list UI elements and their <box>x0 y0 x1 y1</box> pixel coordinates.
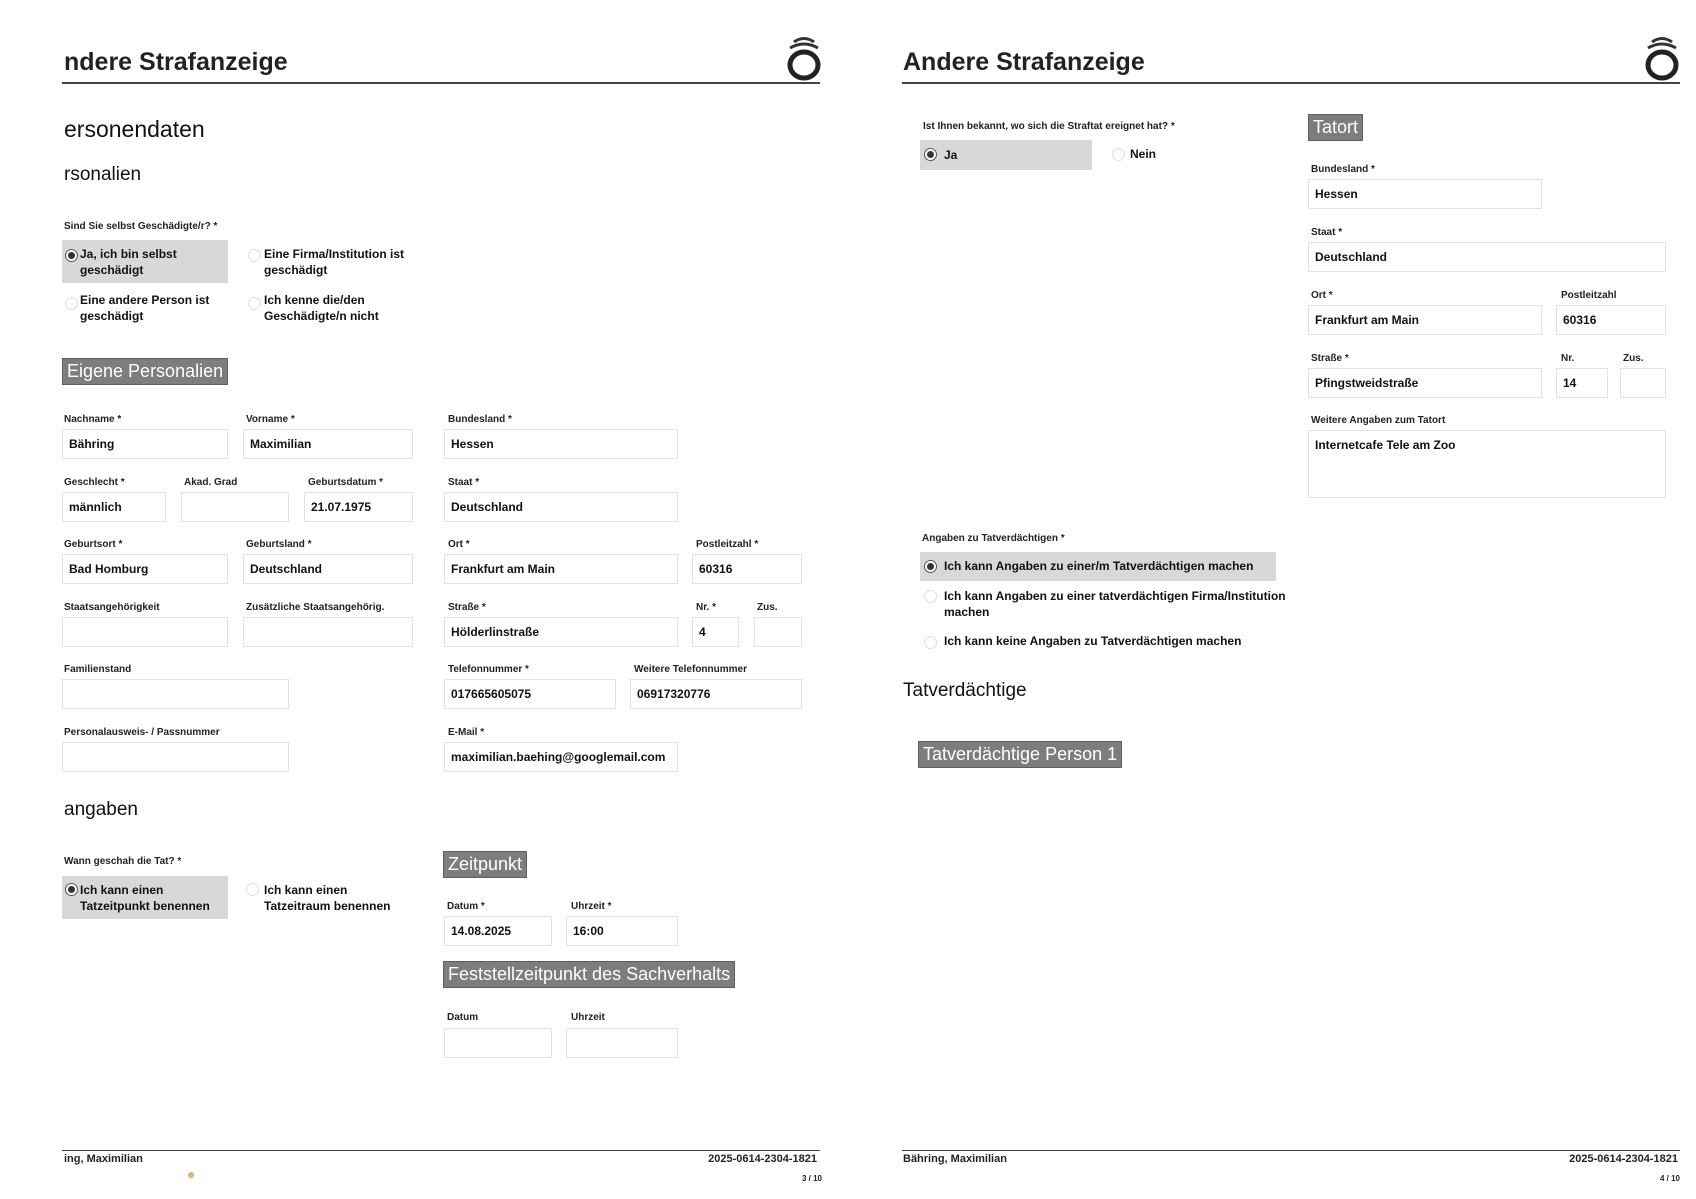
option-label: Ich kann <box>944 634 997 648</box>
label-geschlecht: Geschlecht * <box>64 477 125 488</box>
option-label: Ja <box>944 148 958 162</box>
radio-unselected-icon <box>248 297 261 310</box>
geburtsland-field[interactable]: Deutschland <box>243 554 413 584</box>
akad-grad-field[interactable] <box>181 492 289 522</box>
question-geschaedigt: Sind Sie selbst Geschädigte/r? * <box>64 221 218 232</box>
postleitzahl-field[interactable]: 60316 <box>692 554 802 584</box>
tatort-staat-field[interactable]: Deutschland <box>1308 242 1666 272</box>
label-nr: Nr. * <box>696 602 717 613</box>
footer-divider <box>902 1150 1680 1151</box>
page-number: 3 / 10 <box>801 1174 822 1183</box>
tatort-ort-field[interactable]: Frankfurt am Main <box>1308 305 1542 335</box>
section-bar-eigene-personalien: Eigene Personalien <box>62 358 228 385</box>
option-label: machen <box>944 605 990 619</box>
label-ort: Ort * <box>1311 290 1333 301</box>
option-ja-selbst-geschaedigt[interactable] <box>62 240 228 283</box>
radio-unselected-icon <box>1112 148 1125 161</box>
label-weitere-angaben-tatort: Weitere Angaben zum Tatort <box>1311 415 1446 426</box>
section-bar-tatverdaechtige-person-1: Tatverdächtige Person 1 <box>918 741 1122 768</box>
label-uhrzeit-feststellung: Uhrzeit <box>571 1012 605 1023</box>
option-label: Ich kann Angaben zu einer <box>944 589 1099 603</box>
option-tatort-nein[interactable] <box>1110 140 1200 170</box>
option-label: Ich kann einen <box>264 883 348 897</box>
label-staat: Staat * <box>1311 227 1343 238</box>
option-label: geschädigt <box>80 309 144 323</box>
option-label-emphasis: Tatverdächtigen <box>1112 559 1205 573</box>
datum-field[interactable]: 14.08.2025 <box>444 916 552 946</box>
option-label: machen <box>1204 559 1254 573</box>
option-label: Tatzeitraum benennen <box>264 899 391 913</box>
header-divider <box>62 82 820 84</box>
hausnummer-field[interactable]: 4 <box>692 617 739 647</box>
option-tatverdaechtige-firma[interactable] <box>920 586 1290 626</box>
police-logo-icon <box>1640 32 1684 82</box>
geburtsdatum-field[interactable]: 21.07.1975 <box>304 492 413 522</box>
ausweisnummer-field[interactable] <box>62 742 289 772</box>
option-label: Angaben zu Tatverdächtigen machen <box>1026 634 1242 648</box>
radio-unselected-icon <box>924 636 937 649</box>
geschlecht-field[interactable]: männlich <box>62 492 166 522</box>
section-title-tatangaben: angaben <box>64 799 138 820</box>
radio-unselected-icon <box>248 249 261 262</box>
uhrzeit-feststellung-field[interactable] <box>566 1028 678 1058</box>
staat-field[interactable]: Deutschland <box>444 492 678 522</box>
uhrzeit-field[interactable]: 16:00 <box>566 916 678 946</box>
page-title: Andere Strafanzeige <box>903 48 1145 76</box>
label-familienstand: Familienstand <box>64 664 132 675</box>
option-label: Tatzeitpunkt benennen <box>80 899 210 913</box>
tatort-bundesland-field[interactable]: Hessen <box>1308 179 1542 209</box>
option-geschaedigte-unbekannt[interactable] <box>246 288 436 331</box>
label-bundesland: Bundesland * <box>1311 164 1375 175</box>
strasse-field[interactable]: Hölderlinstraße <box>444 617 678 647</box>
header-divider <box>902 82 1680 84</box>
footer-divider <box>62 1150 820 1151</box>
label-staatsangehoerigkeit: Staatsangehörigkeit <box>64 602 160 613</box>
option-label: geschädigt <box>264 263 328 277</box>
label-email: E-Mail * <box>448 727 485 738</box>
label-nachname: Nachname * <box>64 414 122 425</box>
geburtsort-field[interactable]: Bad Homburg <box>62 554 228 584</box>
label-geburtsdatum: Geburtsdatum * <box>308 477 384 488</box>
radio-unselected-icon <box>246 883 259 896</box>
radio-selected-icon <box>924 560 937 573</box>
scan-speck <box>188 1172 194 1178</box>
section-bar-zeitpunkt: Zeitpunkt <box>443 851 527 878</box>
option-label: Ich kenne die/den <box>264 293 365 307</box>
bundesland-field[interactable]: Hessen <box>444 429 678 459</box>
telefonnummer-field[interactable]: 017665605075 <box>444 679 616 709</box>
footer-name: Bähring, Maximilian <box>903 1153 1007 1165</box>
option-firma-geschaedigt[interactable] <box>246 240 436 283</box>
option-label: Nein <box>1130 147 1157 161</box>
section-bar-tatort: Tatort <box>1308 114 1363 141</box>
option-label: Ich kann Angaben zu einer/m <box>944 559 1113 573</box>
label-ort: Ort * <box>448 539 470 550</box>
radio-selected-icon <box>65 249 78 262</box>
label-datum-feststellung: Datum <box>447 1012 479 1023</box>
option-tatverdaechtige-person[interactable] <box>920 552 1276 581</box>
nachname-field[interactable]: Bähring <box>62 429 228 459</box>
page-number: 4 / 10 <box>1659 1174 1680 1183</box>
label-zusatz: Zus. <box>1623 353 1644 364</box>
section-title-tatverdaechtige: Tatverdächtige <box>903 680 1027 701</box>
label-akad-grad: Akad. Grad <box>184 477 238 488</box>
email-field[interactable]: maximilian.baehing@googlemail.com <box>444 742 678 772</box>
label-nr: Nr. <box>1561 353 1575 364</box>
label-vorname: Vorname * <box>246 414 295 425</box>
option-label: Eine Firma/Institution ist <box>264 247 405 261</box>
option-tatzeitpunkt[interactable] <box>62 876 228 919</box>
label-geburtsort: Geburtsort * <box>64 539 123 550</box>
option-label: Ich kann einen <box>80 883 164 897</box>
label-uhrzeit: Uhrzeit * <box>571 901 612 912</box>
familienstand-field[interactable] <box>62 679 289 709</box>
tatort-hausnummer-field[interactable]: 14 <box>1556 368 1608 398</box>
radio-unselected-icon <box>924 590 937 603</box>
label-bundesland: Bundesland * <box>448 414 512 425</box>
label-weitere-telefonnummer: Weitere Telefonnummer <box>634 664 747 675</box>
option-andere-person-geschaedigt[interactable] <box>62 288 228 331</box>
option-label-emphasis: keine <box>996 634 1027 648</box>
label-zusaetzliche-staatsangehoerigkeit: Zusätzliche Staatsangehörig. <box>246 602 385 613</box>
label-postleitzahl: Postleitzahl * <box>696 539 759 550</box>
police-logo-icon <box>782 32 826 82</box>
option-label: Ja, ich bin selbst <box>80 247 177 261</box>
staatsangehoerigkeit-field[interactable] <box>62 617 228 647</box>
ort-field[interactable]: Frankfurt am Main <box>444 554 678 584</box>
label-zusatz: Zus. <box>757 602 778 613</box>
question-tatort-bekannt: Ist Ihnen bekannt, wo sich die Straftat ereignet hat? * <box>923 121 1175 132</box>
option-label: Eine andere Person ist <box>80 293 210 307</box>
radio-unselected-icon <box>65 297 78 310</box>
vorname-field[interactable]: Maximilian <box>243 429 413 459</box>
label-postleitzahl: Postleitzahl <box>1561 290 1617 301</box>
tatort-weitere-angaben-field[interactable]: Internetcafe Tele am Zoo <box>1308 430 1666 498</box>
label-strasse: Straße * <box>448 602 486 613</box>
label-staat: Staat * <box>448 477 480 488</box>
tatort-postleitzahl-field[interactable]: 60316 <box>1556 305 1666 335</box>
section-title-personendaten: ersonendaten <box>64 116 205 142</box>
option-label: Geschädigte/n nicht <box>264 309 379 323</box>
datum-feststellung-field[interactable] <box>444 1028 552 1058</box>
option-label-emphasis: tatverdächtigen Firma/Institution <box>1098 589 1286 603</box>
radio-selected-icon <box>924 148 937 161</box>
label-ausweisnummer: Personalausweis- / Passnummer <box>64 727 220 738</box>
option-keine-angaben[interactable] <box>920 630 1290 654</box>
label-strasse: Straße * <box>1311 353 1349 364</box>
option-tatzeitraum[interactable] <box>246 876 436 919</box>
tatort-zusatz-field[interactable] <box>1620 368 1666 398</box>
label-geburtsland: Geburtsland * <box>246 539 312 550</box>
footer-case-id: 2025-0614-2304-1821 <box>1569 1153 1678 1165</box>
label-telefonnummer: Telefonnummer * <box>448 664 529 675</box>
footer-name: ing, Maximilian <box>64 1153 143 1165</box>
radio-selected-icon <box>65 883 78 896</box>
weitere-telefonnummer-field[interactable]: 06917320776 <box>630 679 802 709</box>
page-title: ndere Strafanzeige <box>64 48 288 76</box>
footer-case-id: 2025-0614-2304-1821 <box>708 1153 817 1165</box>
section-bar-feststellzeitpunkt: Feststellzeitpunkt des Sachverhalts <box>443 961 735 988</box>
question-wann: Wann geschah die Tat? * <box>64 856 182 867</box>
question-tatverdaechtige: Angaben zu Tatverdächtigen * <box>922 533 1065 544</box>
label-datum: Datum * <box>447 901 485 912</box>
tatort-strasse-field[interactable]: Pfingstweidstraße <box>1308 368 1542 398</box>
zusatz-field[interactable] <box>754 617 802 647</box>
option-label: geschädigt <box>80 263 144 277</box>
subsection-title-personalien: rsonalien <box>64 164 142 185</box>
option-tatort-ja[interactable] <box>920 140 1092 170</box>
document-page-4 <box>850 0 1696 1199</box>
zusaetzliche-staatsangehoerigkeit-field[interactable] <box>243 617 413 647</box>
